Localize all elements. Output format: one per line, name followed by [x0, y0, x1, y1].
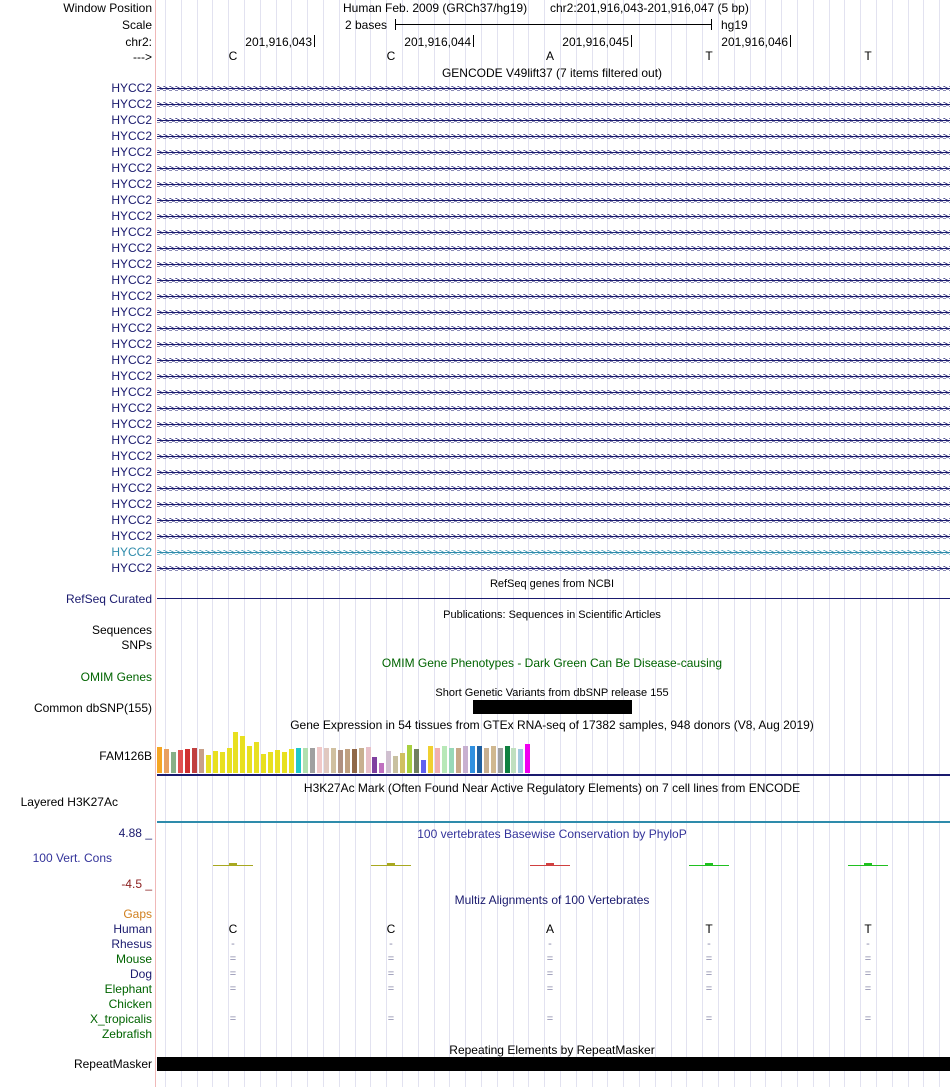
dbsnp-label[interactable]: Common dbSNP(155) — [33, 701, 152, 715]
gencode-gene-label[interactable]: HYCC2 — [111, 465, 152, 479]
gencode-gene-label[interactable]: HYCC2 — [111, 433, 152, 447]
gridline — [497, 0, 498, 1087]
gtex-tissue-bar[interactable] — [491, 746, 496, 773]
coordinate-tick — [314, 35, 315, 47]
gtex-tissue-bar[interactable] — [442, 746, 447, 773]
gencode-gene-model[interactable] — [157, 310, 950, 315]
publications-sequences-label[interactable]: Sequences — [91, 623, 152, 637]
multiz-alignment-char: T — [864, 922, 872, 936]
gencode-gene-label[interactable]: HYCC2 — [111, 97, 152, 111]
window-position-label: Window Position — [63, 1, 152, 15]
phylop-score-peak — [864, 863, 872, 866]
coordinate-tick — [473, 35, 474, 47]
base-letter: C — [386, 49, 396, 63]
gtex-tissue-bar[interactable] — [428, 746, 433, 773]
gtex-tissue-bar[interactable] — [484, 748, 489, 773]
gencode-gene-label[interactable]: HYCC2 — [111, 161, 152, 175]
gencode-gene-model[interactable] — [157, 278, 950, 283]
multiz-alignment-char: = — [546, 1013, 554, 1025]
gtex-tissue-bar[interactable] — [296, 748, 301, 773]
gridline — [655, 0, 656, 1087]
gencode-gene-label[interactable]: HYCC2 — [111, 513, 152, 527]
gridline — [939, 0, 940, 1087]
gencode-gene-model[interactable] — [157, 134, 950, 139]
gencode-gene-model[interactable] — [157, 518, 950, 523]
repeatmasker-label[interactable]: RepeatMasker — [73, 1057, 152, 1071]
coordinate-label: 201,916,043 — [245, 35, 312, 49]
multiz-alignment-char: A — [545, 922, 555, 936]
gridline — [339, 0, 340, 1087]
gencode-gene-model[interactable] — [157, 166, 950, 171]
multiz-alignment-char: = — [229, 968, 237, 980]
scale-bar-left-tick — [395, 19, 396, 30]
gridline — [829, 0, 830, 1087]
multiz-title: Multiz Alignments of 100 Vertebrates — [454, 893, 650, 907]
scale-label: Scale — [121, 18, 152, 32]
base-letter: T — [864, 49, 872, 63]
gridline — [923, 0, 924, 1087]
gencode-gene-label[interactable]: HYCC2 — [111, 369, 152, 383]
scale-bar-right-tick — [711, 19, 712, 30]
multiz-gaps-label[interactable]: Gaps — [123, 907, 152, 921]
multiz-alignment-char: = — [705, 968, 713, 980]
gtex-tissue-bar[interactable] — [359, 748, 364, 773]
gtex-tissue-bar[interactable] — [372, 757, 377, 773]
gtex-tissue-bar[interactable] — [275, 750, 280, 773]
gencode-gene-label[interactable]: HYCC2 — [111, 273, 152, 287]
gtex-tissue-bar[interactable] — [525, 744, 530, 773]
omim-title: OMIM Gene Phenotypes - Dark Green Can Be Disease-causing — [381, 656, 723, 670]
dbsnp-variant-block[interactable] — [473, 700, 632, 714]
gencode-gene-model[interactable] — [157, 358, 950, 363]
gridline — [797, 0, 798, 1087]
gencode-gene-label[interactable]: HYCC2 — [111, 209, 152, 223]
gridline — [449, 0, 450, 1087]
gridline — [307, 0, 308, 1087]
gridline — [876, 0, 877, 1087]
publications-snps-label[interactable]: SNPs — [121, 638, 152, 652]
gencode-gene-label[interactable]: HYCC2 — [111, 113, 152, 127]
gridline — [197, 0, 198, 1087]
assembly-title: Human Feb. 2009 (GRCh37/hg19) — [343, 1, 528, 15]
region-title: chr2:201,916,043-201,916,047 (5 bp) — [550, 1, 749, 15]
gridline — [291, 0, 292, 1087]
gtex-tissue-bar[interactable] — [449, 748, 454, 773]
gtex-tissue-bar[interactable] — [247, 746, 252, 773]
multiz-alignment-char: - — [548, 938, 552, 950]
gtex-tissue-bar[interactable] — [386, 751, 391, 773]
multiz-alignment-char: T — [705, 922, 713, 936]
gencode-gene-model[interactable] — [157, 150, 950, 155]
gencode-gene-model[interactable] — [157, 342, 950, 347]
gencode-gene-model[interactable] — [157, 550, 950, 555]
gtex-tissue-bar[interactable] — [282, 752, 287, 773]
coordinate-label: 201,916,045 — [562, 35, 629, 49]
gtex-tissue-bar[interactable] — [393, 756, 398, 773]
gtex-tissue-bar[interactable] — [407, 745, 412, 773]
multiz-alignment-char: = — [864, 968, 872, 980]
gtex-tissue-bar[interactable] — [227, 748, 232, 773]
gtex-tissue-bar[interactable] — [317, 747, 322, 773]
gencode-gene-model[interactable] — [157, 294, 950, 299]
refseq-title: RefSeq genes from NCBI — [489, 578, 615, 590]
h3k27ac-baseline — [157, 821, 950, 823]
gencode-gene-label[interactable]: HYCC2 — [111, 529, 152, 543]
gridline — [402, 0, 403, 1087]
gridline — [908, 0, 909, 1087]
multiz-alignment-char: - — [707, 938, 711, 950]
gtex-tissue-bar[interactable] — [303, 748, 308, 773]
scale-bar — [395, 24, 712, 25]
strand-arrow-label: ---> — [133, 50, 152, 64]
multiz-alignment-char: C — [386, 922, 396, 936]
gencode-gene-model[interactable] — [157, 566, 950, 571]
gtex-tissue-bar[interactable] — [505, 746, 510, 773]
gtex-tissue-bar[interactable] — [199, 749, 204, 773]
gridline — [734, 0, 735, 1087]
gridline — [481, 0, 482, 1087]
multiz-alignment-char: - — [866, 938, 870, 950]
gridline — [639, 0, 640, 1087]
gridline — [370, 0, 371, 1087]
chrom-label: chr2: — [125, 35, 152, 49]
multiz-alignment-char: C — [228, 922, 238, 936]
gencode-gene-model[interactable] — [157, 390, 950, 395]
base-letter: A — [545, 49, 555, 63]
gridline — [260, 0, 261, 1087]
gtex-tissue-bar[interactable] — [400, 753, 405, 773]
gridline — [276, 0, 277, 1087]
gtex-title: Gene Expression in 54 tissues from GTEx RNA-seq of 17382 samples, 948 donors (V8, Aug 2019) — [290, 718, 814, 732]
gtex-tissue-bar[interactable] — [289, 749, 294, 773]
gencode-gene-model[interactable] — [157, 230, 950, 235]
phylop-score-peak — [546, 863, 554, 866]
gencode-gene-model[interactable] — [157, 438, 950, 443]
gridline — [671, 0, 672, 1087]
gridline — [165, 0, 166, 1087]
gridline — [892, 0, 893, 1087]
gtex-tissue-bar[interactable] — [470, 746, 475, 773]
base-letter: T — [705, 49, 713, 63]
gridline — [244, 0, 245, 1087]
gencode-gene-model[interactable] — [157, 470, 950, 475]
gtex-gene-label[interactable]: FAM126B — [99, 749, 152, 763]
gtex-tissue-bar[interactable] — [338, 750, 343, 773]
coordinate-tick — [631, 35, 632, 47]
gridline — [765, 0, 766, 1087]
base-letter: C — [228, 49, 238, 63]
gtex-tissue-bar[interactable] — [324, 748, 329, 773]
gtex-tissue-bar[interactable] — [498, 748, 503, 773]
gtex-tissue-bar[interactable] — [310, 748, 315, 773]
omim-label[interactable]: OMIM Genes — [80, 670, 152, 684]
multiz-alignment-char: = — [546, 968, 554, 980]
gtex-tissue-bar[interactable] — [220, 752, 225, 773]
gencode-gene-label[interactable]: HYCC2 — [111, 401, 152, 415]
gencode-gene-label[interactable]: HYCC2 — [111, 305, 152, 319]
gencode-gene-model[interactable] — [157, 406, 950, 411]
gridline — [592, 0, 593, 1087]
gtex-tissue-bar[interactable] — [233, 732, 238, 773]
refseq-gene-line[interactable] — [157, 598, 950, 599]
multiz-species-label[interactable]: Zebrafish — [101, 1027, 152, 1041]
gencode-gene-model[interactable] — [157, 486, 950, 491]
gencode-gene-label[interactable]: HYCC2 — [111, 193, 152, 207]
gencode-gene-label[interactable]: HYCC2 — [111, 289, 152, 303]
multiz-alignment-char: = — [387, 953, 395, 965]
gencode-gene-label[interactable]: HYCC2 — [111, 225, 152, 239]
gencode-gene-model[interactable] — [157, 102, 950, 107]
multiz-alignment-char: = — [546, 983, 554, 995]
coordinate-tick — [790, 35, 791, 47]
gencode-gene-model[interactable] — [157, 262, 950, 267]
gtex-tissue-bar[interactable] — [213, 751, 218, 773]
gridline — [686, 0, 687, 1087]
gencode-gene-model[interactable] — [157, 118, 950, 123]
multiz-species-label[interactable]: Chicken — [108, 997, 152, 1011]
repeatmasker-block[interactable] — [157, 1057, 950, 1071]
gridline — [718, 0, 719, 1087]
phylop-score-peak — [229, 863, 237, 866]
multiz-alignment-char: = — [864, 983, 872, 995]
gridline — [623, 0, 624, 1087]
multiz-alignment-char: = — [705, 1013, 713, 1025]
gridline — [323, 0, 324, 1087]
gridline — [181, 0, 182, 1087]
gtex-tissue-bar[interactable] — [192, 748, 197, 773]
multiz-species-label[interactable]: Elephant — [104, 982, 152, 996]
gencode-gene-label[interactable]: HYCC2 — [111, 481, 152, 495]
gencode-gene-label[interactable]: HYCC2 — [111, 241, 152, 255]
gridline — [576, 0, 577, 1087]
gencode-gene-model[interactable] — [157, 454, 950, 459]
phylop-max-label: 4.88 _ — [118, 826, 152, 840]
publications-title: Publications: Sequences in Scientific Articles — [443, 609, 661, 621]
multiz-species-label[interactable]: Rhesus — [111, 937, 152, 951]
gtex-tissue-bar[interactable] — [164, 749, 169, 773]
gridline — [813, 0, 814, 1087]
gridline — [750, 0, 751, 1087]
gtex-tissue-bar[interactable] — [157, 747, 162, 773]
gencode-gene-label[interactable]: HYCC2 — [111, 385, 152, 399]
gtex-tissue-bar[interactable] — [518, 749, 523, 773]
gtex-tissue-bar[interactable] — [477, 746, 482, 773]
gencode-gene-model[interactable] — [157, 422, 950, 427]
gtex-tissue-bar[interactable] — [352, 749, 357, 773]
gtex-tissue-bar[interactable] — [463, 746, 468, 773]
multiz-alignment-char: - — [231, 938, 235, 950]
multiz-alignment-char: = — [864, 953, 872, 965]
gencode-gene-model[interactable] — [157, 198, 950, 203]
phylop-score-peak — [387, 863, 395, 866]
gridline — [528, 0, 529, 1087]
gencode-title: GENCODE V49lift37 (7 items filtered out) — [441, 66, 663, 80]
gtex-tissue-bar[interactable] — [185, 749, 190, 773]
repeatmasker-title: Repeating Elements by RepeatMasker — [449, 1043, 655, 1057]
gtex-tissue-bar[interactable] — [435, 748, 440, 773]
gencode-gene-model[interactable] — [157, 534, 950, 539]
gencode-gene-label[interactable]: HYCC2 — [111, 561, 152, 575]
gtex-tissue-bar[interactable] — [414, 749, 419, 773]
gtex-tissue-bar[interactable] — [421, 760, 426, 773]
gridline — [355, 0, 356, 1087]
gencode-gene-model[interactable] — [157, 182, 950, 187]
scale-db: hg19 — [721, 18, 748, 32]
gencode-gene-label[interactable]: HYCC2 — [111, 321, 152, 335]
gtex-tissue-bar[interactable] — [345, 749, 350, 773]
gencode-gene-label[interactable]: HYCC2 — [111, 545, 152, 559]
label-divider — [155, 0, 156, 1087]
gencode-gene-label[interactable]: HYCC2 — [111, 257, 152, 271]
gencode-gene-label[interactable]: HYCC2 — [111, 337, 152, 351]
gencode-gene-model[interactable] — [157, 214, 950, 219]
gtex-tissue-bar[interactable] — [331, 748, 336, 773]
gencode-gene-model[interactable] — [157, 246, 950, 251]
gencode-gene-label[interactable]: HYCC2 — [111, 81, 152, 95]
multiz-alignment-char: - — [389, 938, 393, 950]
multiz-alignment-char: = — [387, 968, 395, 980]
gtex-gene-line — [157, 774, 950, 776]
gtex-tissue-bar[interactable] — [171, 752, 176, 773]
phylop-min-label: -4.5 _ — [121, 877, 152, 891]
coordinate-label: 201,916,044 — [404, 35, 471, 49]
refseq-label[interactable]: RefSeq Curated — [65, 592, 152, 606]
gencode-gene-label[interactable]: HYCC2 — [111, 417, 152, 431]
gridline — [465, 0, 466, 1087]
gtex-tissue-bar[interactable] — [456, 748, 461, 773]
gencode-gene-model[interactable] — [157, 374, 950, 379]
gencode-gene-label[interactable]: HYCC2 — [111, 353, 152, 367]
gencode-gene-model[interactable] — [157, 326, 950, 331]
gridline — [434, 0, 435, 1087]
gencode-gene-label[interactable]: HYCC2 — [111, 129, 152, 143]
gridline — [781, 0, 782, 1087]
multiz-alignment-char: = — [387, 1013, 395, 1025]
gencode-gene-label[interactable]: HYCC2 — [111, 449, 152, 463]
multiz-alignment-char: = — [546, 953, 554, 965]
coordinate-label: 201,916,046 — [721, 35, 788, 49]
h3k27ac-label[interactable]: Layered H3K27Ac — [20, 795, 118, 809]
multiz-alignment-char: = — [705, 953, 713, 965]
dbsnp-title: Short Genetic Variants from dbSNP release 155 — [435, 687, 669, 699]
gtex-tissue-bar[interactable] — [268, 752, 273, 773]
gencode-gene-model[interactable] — [157, 502, 950, 507]
gtex-tissue-bar[interactable] — [379, 763, 384, 773]
gridline — [844, 0, 845, 1087]
gridline — [418, 0, 419, 1087]
gencode-gene-model[interactable] — [157, 86, 950, 91]
multiz-species-label[interactable]: Mouse — [115, 952, 152, 966]
gtex-tissue-bar[interactable] — [254, 742, 259, 773]
scale-value: 2 bases — [345, 18, 388, 32]
gtex-tissue-bar[interactable] — [261, 754, 266, 773]
phylop-score-peak — [705, 863, 713, 866]
multiz-alignment-char: = — [229, 983, 237, 995]
multiz-species-label[interactable]: X_tropicalis — [89, 1012, 152, 1026]
gtex-tissue-bar[interactable] — [240, 736, 245, 773]
multiz-alignment-char: = — [229, 1013, 237, 1025]
multiz-alignment-char: = — [387, 983, 395, 995]
gridline — [702, 0, 703, 1087]
gridline — [560, 0, 561, 1087]
multiz-alignment-char: = — [229, 953, 237, 965]
phylop-label[interactable]: 100 Vert. Cons — [32, 851, 112, 865]
gencode-gene-label[interactable]: HYCC2 — [111, 145, 152, 159]
gridline — [513, 0, 514, 1087]
multiz-species-label[interactable]: Dog — [129, 967, 152, 981]
gridline — [212, 0, 213, 1087]
gridline — [607, 0, 608, 1087]
multiz-alignment-char: = — [864, 1013, 872, 1025]
phylop-title: 100 vertebrates Basewise Conservation by PhyloP — [417, 827, 687, 841]
gtex-tissue-bar[interactable] — [206, 755, 211, 773]
gtex-tissue-bar[interactable] — [366, 747, 371, 773]
multiz-alignment-char: = — [705, 983, 713, 995]
gridline — [860, 0, 861, 1087]
gencode-gene-label[interactable]: HYCC2 — [111, 177, 152, 191]
gencode-gene-label[interactable]: HYCC2 — [111, 497, 152, 511]
gtex-tissue-bar[interactable] — [511, 748, 516, 773]
h3k27ac-title: H3K27Ac Mark (Often Found Near Active Regulatory Elements) on 7 cell lines from ENCODE — [303, 781, 801, 795]
multiz-species-label[interactable]: Human — [113, 922, 152, 936]
gtex-tissue-bar[interactable] — [178, 750, 183, 773]
